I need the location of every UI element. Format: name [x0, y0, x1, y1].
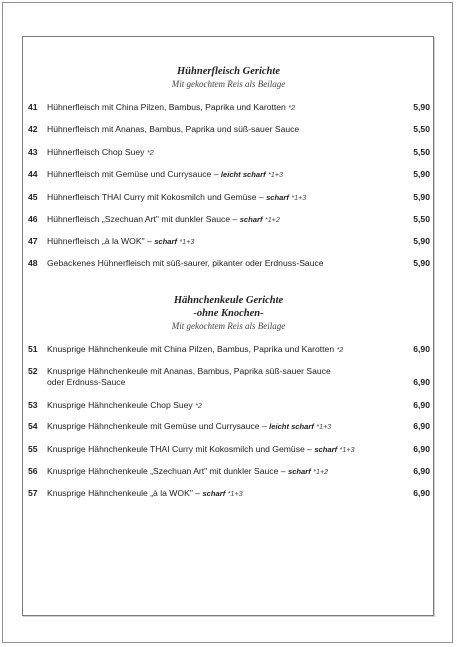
item-price: 5,50: [413, 124, 430, 134]
item-number: 44: [28, 169, 38, 179]
item-price: 5,90: [413, 102, 430, 112]
item-number: 57: [28, 488, 38, 498]
item-number: 46: [28, 214, 38, 224]
item-number: 56: [28, 466, 38, 476]
item-number: 48: [28, 258, 38, 268]
item-description: Hühnerfleisch mit China Pilzen, Bambus, Paprika und Karotten *2: [47, 102, 296, 112]
item-description: Knusprige Hähnchenkeule „à la WOK" – scharf *1+3: [47, 488, 243, 498]
item-description: Knusprige Hähnchenkeule THAI Curry mit Kokosmilch und Gemüse – scharf *1+3: [47, 444, 355, 454]
item-price: 6,90: [413, 400, 430, 410]
item-description: Hühnerfleisch „à la WOK" – scharf *1+3: [47, 236, 195, 246]
item-number: 42: [28, 124, 38, 134]
item-number: 52: [28, 366, 38, 376]
item-price: 5,50: [413, 214, 430, 224]
item-price: 6,90: [413, 444, 430, 454]
item-price: 6,90: [413, 377, 430, 387]
section-subtitle: Mit gekochtem Reis als Beilage: [171, 321, 286, 331]
item-description: Hühnerfleisch mit Ananas, Bambus, Paprika und süß-sauer Sauce: [47, 124, 300, 134]
item-number: 47: [28, 236, 38, 246]
item-price: 5,90: [413, 192, 430, 202]
section-title-line2: -ohne Knochen-: [193, 308, 264, 319]
item-number: 55: [28, 444, 38, 454]
item-price: 6,90: [413, 488, 430, 498]
item-description: Knusprige Hähnchenkeule Chop Suey *2: [47, 400, 202, 410]
section-subtitle: Mit gekochtem Reis als Beilage: [171, 79, 286, 89]
section-title: Hähnchenkeule Gerichte: [173, 295, 284, 306]
item-price: 6,90: [413, 466, 430, 476]
item-description: Knusprige Hähnchenkeule „Szechuan Art" mit dunkler Sauce – scharf *1+2: [47, 466, 329, 476]
item-price: 5,50: [413, 147, 430, 157]
item-description: Knusprige Hähnchenkeule mit Ananas, Bambus, Paprika süß-sauer Sauce oder Erdnuss-Sauce: [47, 366, 331, 387]
item-price: 6,90: [413, 421, 430, 431]
section-title: Hühnerfleisch Gerichte: [177, 66, 280, 77]
item-number: 45: [28, 192, 38, 202]
item-price: 5,90: [413, 258, 430, 268]
item-description: Gebackenes Hühnerfleisch mit süß-saurer, pikanter oder Erdnuss-Sauce: [47, 258, 324, 268]
item-number: 54: [28, 421, 38, 431]
item-price: 6,90: [413, 344, 430, 354]
item-description: Hühnerfleisch „Szechuan Art" mit dunkler Sauce – scharf *1+2: [47, 214, 280, 224]
item-number: 43: [28, 147, 38, 157]
item-number: 53: [28, 400, 38, 410]
item-description: Knusprige Hähnchenkeule mit China Pilzen, Bambus, Paprika und Karotten *2: [47, 344, 344, 354]
item-description: Hühnerfleisch Chop Suey *2: [47, 147, 154, 157]
item-number: 41: [28, 102, 38, 112]
item-description: Hühnerfleisch mit Gemüse und Currysauce – leicht scharf *1+3: [47, 169, 284, 179]
item-number: 51: [28, 344, 38, 354]
item-price: 5,90: [413, 169, 430, 179]
item-price: 5,90: [413, 236, 430, 246]
item-description: Hühnerfleisch THAI Curry mit Kokosmilch und Gemüse – scharf *1+3: [47, 192, 307, 202]
item-description: Knusprige Hähnchenkeule mit Gemüse und Currysauce – leicht scharf *1+3: [47, 421, 332, 431]
